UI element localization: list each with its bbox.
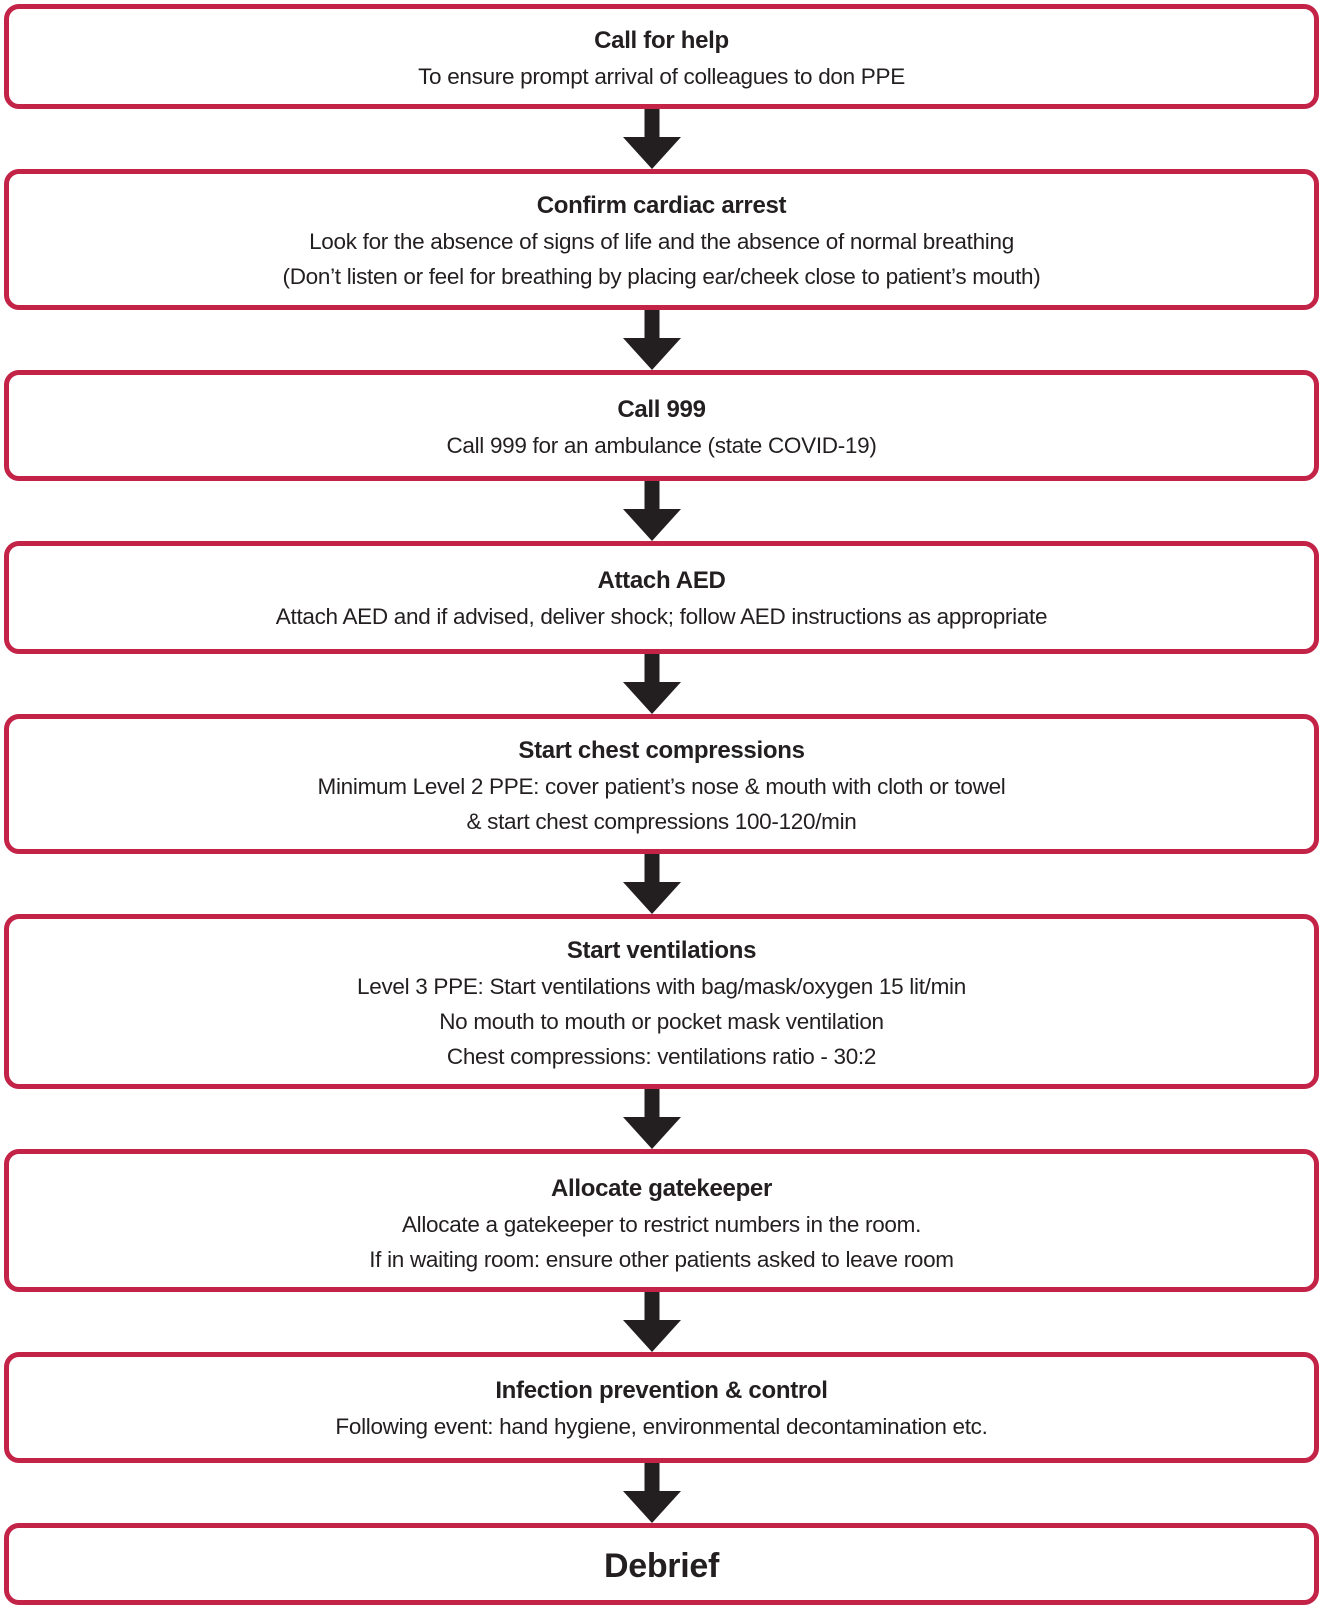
flow-connector (4, 481, 1319, 541)
step-description-line: & start chest compressions 100-120/min (466, 809, 857, 834)
step-debrief (4, 1523, 1319, 1605)
flow-connector (4, 1292, 1319, 1352)
step-description-line: Call 999 for an ambulance (state COVID-19) (446, 433, 877, 458)
step-title: Start chest compressions (518, 737, 805, 764)
step-attach-aed (4, 541, 1319, 654)
step-confirm-cardiac-arrest (4, 169, 1319, 310)
step-start-chest-compressions (4, 714, 1319, 854)
step-title: Call 999 (617, 396, 706, 423)
step-description-line: Level 3 PPE: Start ventilations with bag/mask/oxygen 15 lit/min (357, 974, 966, 999)
step-description-line: (Don’t listen or feel for breathing by placing ear/cheek close to patient’s mouth) (282, 264, 1041, 289)
step-description-line: Following event: hand hygiene, environmental decontamination etc. (335, 1414, 988, 1439)
down-arrow-icon (623, 854, 681, 914)
step-description-line: If in waiting room: ensure other patients asked to leave room (369, 1247, 954, 1272)
flow-connector (4, 310, 1319, 370)
step-description-line: Minimum Level 2 PPE: cover patient’s nose & mouth with cloth or towel (317, 774, 1006, 799)
step-description-line: Chest compressions: ventilations ratio - 30:2 (446, 1044, 877, 1069)
step-description-line: Look for the absence of signs of life and the absence of normal breathing (309, 229, 1014, 254)
step-title: Attach AED (597, 567, 726, 594)
step-description-line: To ensure prompt arrival of colleagues to don PPE (418, 64, 905, 89)
down-arrow-icon (623, 654, 681, 714)
down-arrow-icon (623, 1292, 681, 1352)
step-call-for-help (4, 4, 1319, 109)
step-title: Start ventilations (566, 937, 757, 964)
flow-connector (4, 1463, 1319, 1523)
flow-connector (4, 654, 1319, 714)
flow-connector (4, 109, 1319, 169)
step-title: Call for help (594, 27, 729, 54)
step-infection-prevention-control (4, 1352, 1319, 1463)
flow-connector (4, 1089, 1319, 1149)
step-description-line: Attach AED and if advised, deliver shock; follow AED instructions as appropriate (275, 604, 1048, 629)
step-title: Confirm cardiac arrest (536, 192, 787, 219)
down-arrow-icon (623, 1089, 681, 1149)
flow-connector (4, 854, 1319, 914)
step-call-999 (4, 370, 1319, 481)
step-start-ventilations (4, 914, 1319, 1089)
down-arrow-icon (623, 481, 681, 541)
down-arrow-icon (623, 310, 681, 370)
step-title: Infection prevention & control (495, 1377, 828, 1404)
step-description-line: No mouth to mouth or pocket mask ventilation (439, 1009, 884, 1034)
step-title: Debrief (603, 1547, 720, 1585)
down-arrow-icon (623, 109, 681, 169)
step-description-line: Allocate a gatekeeper to restrict numbers in the room. (401, 1212, 922, 1237)
down-arrow-icon (623, 1463, 681, 1523)
step-title: Allocate gatekeeper (550, 1175, 773, 1202)
step-allocate-gatekeeper (4, 1149, 1319, 1292)
